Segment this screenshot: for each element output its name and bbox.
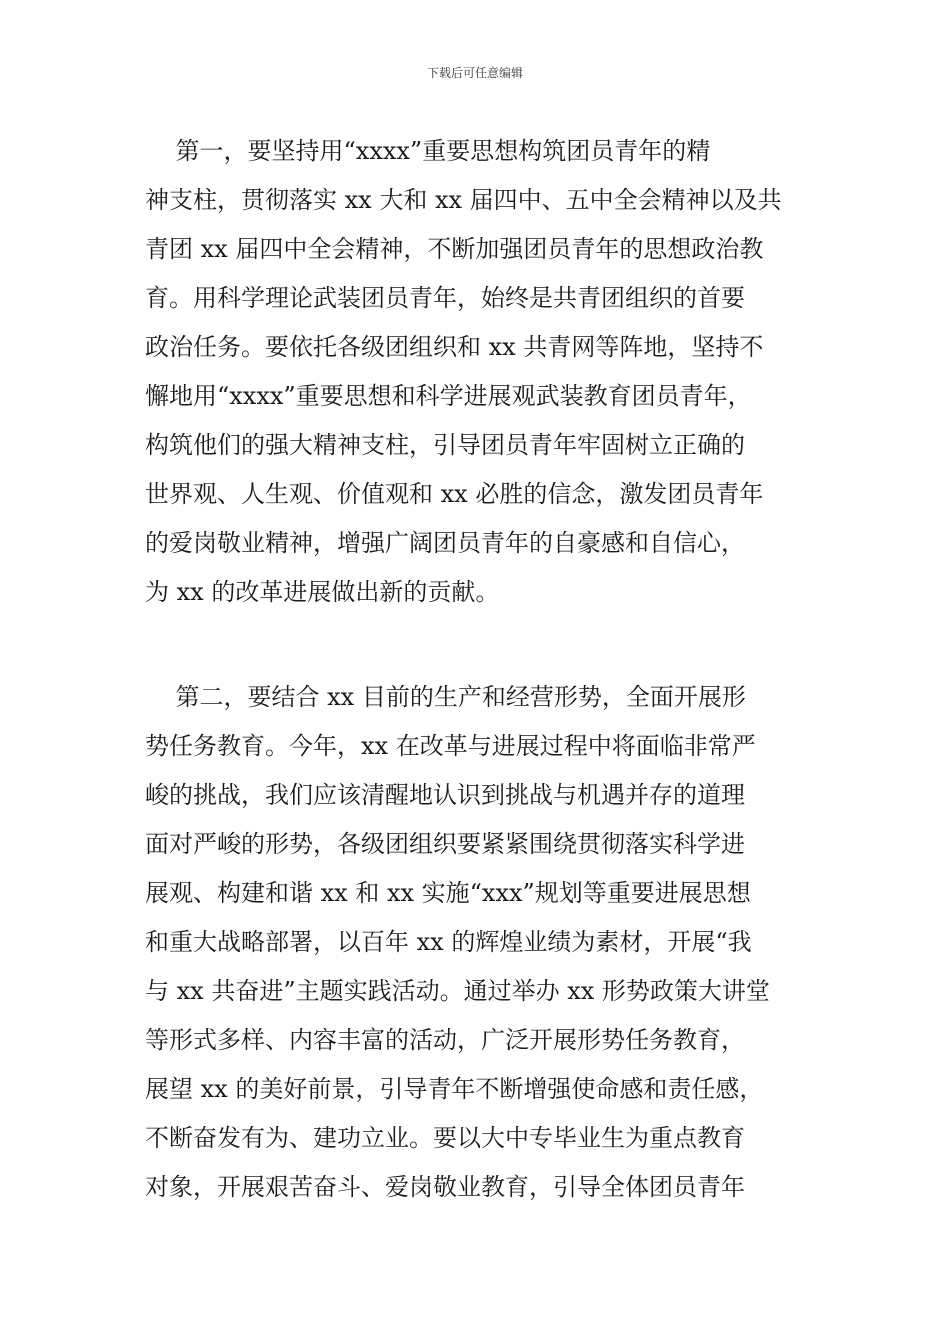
text-line: 不断奋发有为、建功立业。要以大中专毕业生为重点教育 xyxy=(145,1124,745,1152)
text-line: 对象，开展艰苦奋斗、爱岗敬业教育，引导全体团员青年 xyxy=(145,1173,745,1201)
text-line: 第二，要结合 xx 目前的生产和经营形势，全面开展形 xyxy=(145,683,746,711)
text-line: 青团 xx 届四中全会精神，不断加强团员青年的思想政治教 xyxy=(145,235,764,263)
text-line: 和重大战略部署，以百年 xx 的辉煌业绩为素材，开展“我 xyxy=(145,928,752,956)
text-line: 的爱岗敬业精神，增强广阔团员青年的自豪感和自信心， xyxy=(145,529,745,557)
page-header: 下载后可任意编辑 xyxy=(426,66,523,80)
text-line: 为 xx 的改革进展做出新的贡献。 xyxy=(145,578,500,606)
text-line: 等形式多样、内容丰富的活动，广泛开展形势任务教育， xyxy=(145,1026,745,1054)
text-line: 展望 xx 的美好前景，引导青年不断增强使命感和责任感， xyxy=(145,1075,764,1103)
paragraph-1 xyxy=(145,127,810,617)
text-line: 势任务教育。今年，xx 在改革与进展过程中将面临非常严 xyxy=(145,732,756,760)
text-line: 懈地用“xxxx”重要思想和科学进展观武装教育团员青年， xyxy=(145,382,752,410)
text-line: 峻的挑战，我们应该清醒地认识到挑战与机遇并存的道理 xyxy=(145,781,745,809)
text-line: 构筑他们的强大精神支柱，引导团员青年牢固树立正确的 xyxy=(145,431,745,459)
text-line: 第一，要坚持用“xxxx”重要思想构筑团员青年的精 xyxy=(145,137,711,165)
text-line: 与 xx 共奋进”主题实践活动。通过举办 xx 形势政策大讲堂 xyxy=(145,977,770,1005)
text-line: 育。用科学理论武装团员青年，始终是共青团组织的首要 xyxy=(145,284,745,312)
text-line: 政治任务。要依托各级团组织和 xx 共青网等阵地，坚持不 xyxy=(145,333,764,361)
paragraph-2 xyxy=(145,673,810,1212)
text-line: 展观、构建和谐 xx 和 xx 实施“xxx”规划等重要进展思想 xyxy=(145,879,751,907)
text-line: 面对严峻的形势，各级团组织要紧紧围绕贯彻落实科学进 xyxy=(145,830,745,858)
text-line: 世界观、人生观、价值观和 xx 必胜的信念，激发团员青年 xyxy=(145,480,764,508)
text-line: 神支柱，贯彻落实 xx 大和 xx 届四中、五中全会精神以及共 xyxy=(145,186,782,214)
